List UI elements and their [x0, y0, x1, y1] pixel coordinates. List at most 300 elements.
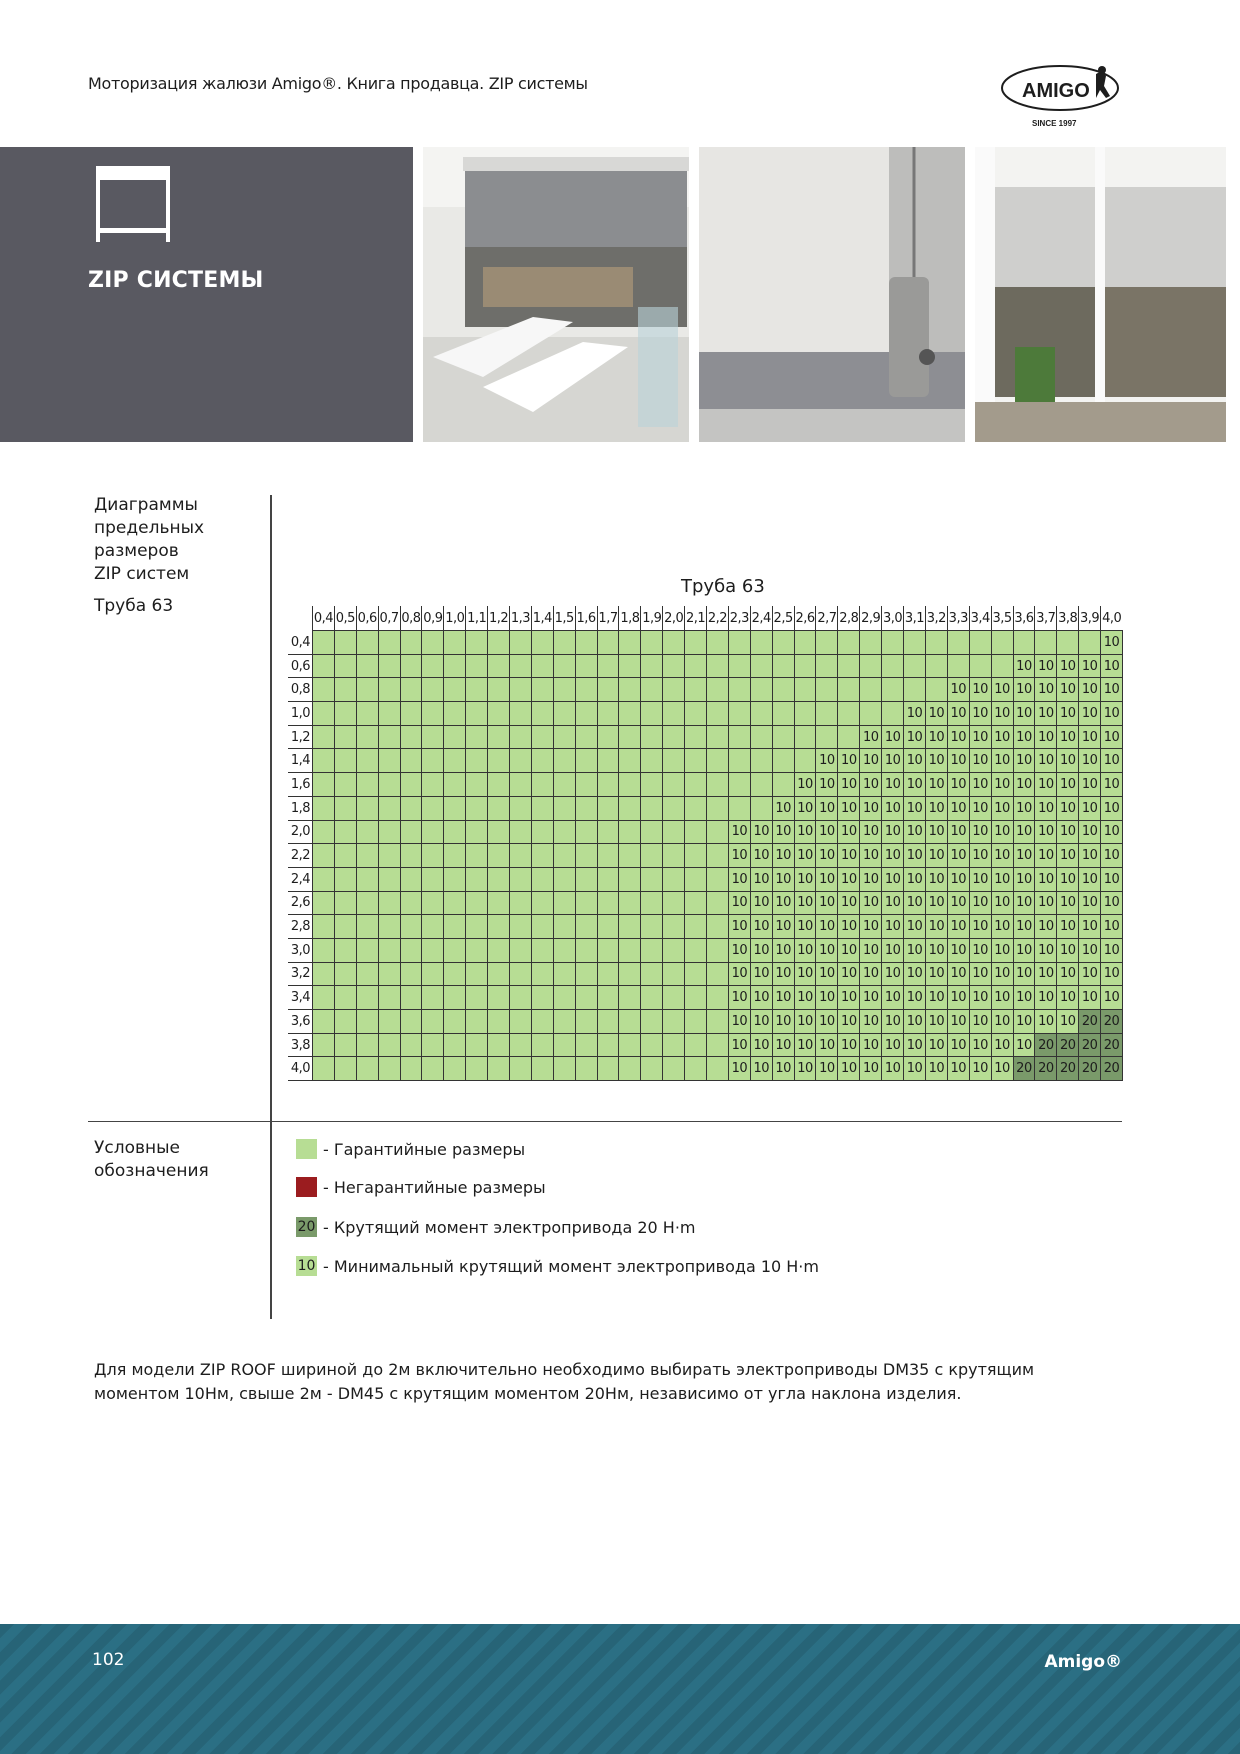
- table-cell: 10: [794, 1057, 816, 1081]
- table-cell: [356, 1057, 378, 1081]
- table-cell: [619, 725, 641, 749]
- table-cell: 10: [816, 773, 838, 797]
- table-cell: 10: [991, 773, 1013, 797]
- table-cell: [947, 654, 969, 678]
- table-cell: [444, 773, 466, 797]
- table-cell: [488, 938, 510, 962]
- column-header: 2,7: [816, 606, 838, 631]
- table-cell: [553, 1033, 575, 1057]
- table-cell: [313, 938, 335, 962]
- table-cell: 10: [838, 1057, 860, 1081]
- table-cell: [531, 702, 553, 726]
- table-cell: [510, 725, 532, 749]
- table-cell: 10: [728, 938, 750, 962]
- table-cell: [466, 1010, 488, 1034]
- table-cell: [313, 725, 335, 749]
- table-row: [288, 844, 1122, 868]
- table-cell: [707, 1033, 729, 1057]
- table-cell: [619, 1033, 641, 1057]
- table-cell: [728, 796, 750, 820]
- legend-text: - Минимальный крутящий момент электропривода 10 Н·m: [323, 1256, 819, 1276]
- table-cell: 10: [816, 1033, 838, 1057]
- row-header: 3,4: [288, 986, 313, 1010]
- table-cell: 10: [1101, 678, 1123, 702]
- table-cell: [444, 654, 466, 678]
- column-header: 1,1: [466, 606, 488, 631]
- table-cell: [422, 773, 444, 797]
- table-cell: [510, 867, 532, 891]
- table-cell: [685, 820, 707, 844]
- column-header: 1,0: [444, 606, 466, 631]
- column-header: 1,3: [510, 606, 532, 631]
- table-cell: [772, 725, 794, 749]
- table-cell: 10: [794, 820, 816, 844]
- legend-text: - Гарантийные размеры: [323, 1139, 526, 1159]
- table-cell: 10: [925, 773, 947, 797]
- table-cell: [531, 891, 553, 915]
- table-cell: 10: [882, 986, 904, 1010]
- table-cell: [597, 702, 619, 726]
- table-cell: [750, 702, 772, 726]
- table-cell: 10: [838, 1010, 860, 1034]
- table-cell: [334, 938, 356, 962]
- table-cell: [488, 1010, 510, 1034]
- table-cell: [378, 702, 400, 726]
- table-cell: [378, 915, 400, 939]
- table-cell: [422, 844, 444, 868]
- table-cell: 10: [750, 1057, 772, 1081]
- table-cell: [641, 796, 663, 820]
- table-cell: 10: [969, 867, 991, 891]
- table-cell: [663, 820, 685, 844]
- table-cell: 10: [1079, 678, 1101, 702]
- table-cell: 10: [1013, 962, 1035, 986]
- table-cell: [400, 844, 422, 868]
- table-cell: [575, 820, 597, 844]
- table-cell: 10: [1079, 702, 1101, 726]
- table-cell: 10: [1035, 867, 1057, 891]
- table-cell: [378, 986, 400, 1010]
- table-cell: 10: [882, 915, 904, 939]
- horizontal-divider: [88, 1121, 1122, 1122]
- row-header: 3,0: [288, 938, 313, 962]
- table-cell: [313, 678, 335, 702]
- table-cell: [750, 725, 772, 749]
- table-cell: 20: [1035, 1057, 1057, 1081]
- table-cell: 10: [925, 915, 947, 939]
- table-cell: [488, 867, 510, 891]
- table-cell: 20: [1101, 1033, 1123, 1057]
- table-cell: 10: [1057, 1010, 1079, 1034]
- footer-brand: Amigo®: [1044, 1652, 1122, 1672]
- table-cell: 10: [969, 749, 991, 773]
- table-cell: 10: [1035, 654, 1057, 678]
- table-cell: [685, 962, 707, 986]
- table-cell: 10: [1035, 891, 1057, 915]
- table-cell: [553, 631, 575, 655]
- table-cell: [663, 1033, 685, 1057]
- table-cell: [707, 631, 729, 655]
- table-cell: 10: [1013, 725, 1035, 749]
- table-cell: 10: [925, 986, 947, 1010]
- table-cell: 10: [794, 986, 816, 1010]
- table-cell: [488, 844, 510, 868]
- table-cell: [641, 678, 663, 702]
- table-cell: [488, 962, 510, 986]
- table-cell: [707, 962, 729, 986]
- legend-item-torque-20: [296, 1217, 696, 1237]
- table-cell: 10: [838, 820, 860, 844]
- table-cell: [947, 631, 969, 655]
- table-cell: 10: [1035, 844, 1057, 868]
- table-cell: 10: [1057, 938, 1079, 962]
- table-cell: [444, 986, 466, 1010]
- table-cell: [334, 867, 356, 891]
- table-cell: [575, 938, 597, 962]
- table-cell: [597, 867, 619, 891]
- column-header: 0,7: [378, 606, 400, 631]
- table-cell: 10: [728, 986, 750, 1010]
- table-cell: 10: [772, 867, 794, 891]
- row-header: 2,8: [288, 915, 313, 939]
- table-cell: 10: [904, 1010, 926, 1034]
- table-cell: 10: [860, 725, 882, 749]
- table-cell: 10: [904, 1057, 926, 1081]
- table-cell: [838, 678, 860, 702]
- table-cell: 10: [728, 820, 750, 844]
- table-cell: [794, 749, 816, 773]
- table-cell: 10: [1013, 654, 1035, 678]
- legend-label-line: обозначения: [94, 1161, 209, 1181]
- section-band: [0, 147, 413, 442]
- table-cell: 10: [816, 820, 838, 844]
- table-cell: [794, 631, 816, 655]
- table-cell: [422, 631, 444, 655]
- table-cell: 10: [904, 867, 926, 891]
- table-cell: 10: [947, 844, 969, 868]
- column-header: 1,7: [597, 606, 619, 631]
- table-cell: [597, 820, 619, 844]
- table-cell: [531, 1033, 553, 1057]
- table-cell: 10: [991, 820, 1013, 844]
- table-cell: [553, 986, 575, 1010]
- table-cell: [860, 678, 882, 702]
- table-cell: 10: [1057, 678, 1079, 702]
- table-cell: 10: [860, 986, 882, 1010]
- table-cell: 10: [991, 986, 1013, 1010]
- table-cell: 10: [728, 1057, 750, 1081]
- table-cell: 10: [969, 986, 991, 1010]
- table-cell: [422, 1057, 444, 1081]
- table-cell: 10: [1035, 986, 1057, 1010]
- table-cell: [466, 891, 488, 915]
- table-cell: [641, 1010, 663, 1034]
- table-cell: [685, 654, 707, 678]
- table-cell: 10: [882, 844, 904, 868]
- table-cell: [619, 654, 641, 678]
- table-cell: 10: [1079, 796, 1101, 820]
- row-header: 1,8: [288, 796, 313, 820]
- table-cell: [334, 962, 356, 986]
- table-cell: [685, 773, 707, 797]
- table-cell: 10: [838, 867, 860, 891]
- table-cell: 10: [1101, 915, 1123, 939]
- table-cell: [663, 891, 685, 915]
- table-cell: [334, 678, 356, 702]
- table-cell: 10: [1079, 962, 1101, 986]
- table-cell: [707, 773, 729, 797]
- table-cell: 10: [1101, 796, 1123, 820]
- table-cell: 10: [947, 915, 969, 939]
- table-cell: 10: [969, 938, 991, 962]
- table-cell: [378, 820, 400, 844]
- table-row: [288, 986, 1122, 1010]
- table-cell: [510, 1033, 532, 1057]
- table-cell: [860, 631, 882, 655]
- table-cell: [356, 844, 378, 868]
- table-cell: [597, 938, 619, 962]
- table-cell: 10: [969, 702, 991, 726]
- table-cell: [553, 1057, 575, 1081]
- table-cell: [619, 938, 641, 962]
- table-cell: [707, 1010, 729, 1034]
- table-cell: 10: [925, 749, 947, 773]
- table-cell: [575, 725, 597, 749]
- legend-label-line: Условные: [94, 1138, 180, 1158]
- table-cell: 10: [816, 986, 838, 1010]
- table-cell: [378, 1033, 400, 1057]
- table-cell: [728, 749, 750, 773]
- table-cell: [334, 986, 356, 1010]
- table-cell: 10: [860, 844, 882, 868]
- table-cell: [641, 725, 663, 749]
- table-cell: [772, 773, 794, 797]
- table-cell: [641, 749, 663, 773]
- table-cell: [575, 1010, 597, 1034]
- table-cell: [531, 867, 553, 891]
- table-cell: 10: [925, 1010, 947, 1034]
- table-cell: 10: [1101, 820, 1123, 844]
- table-cell: [904, 678, 926, 702]
- table-row: [288, 962, 1122, 986]
- table-cell: [313, 986, 335, 1010]
- table-cell: [707, 891, 729, 915]
- table-cell: [663, 1010, 685, 1034]
- row-header: 3,6: [288, 1010, 313, 1034]
- table-cell: [466, 796, 488, 820]
- table-cell: 10: [794, 938, 816, 962]
- amigo-logo: [1000, 58, 1124, 132]
- table-cell: [597, 986, 619, 1010]
- footer-band: [0, 1624, 1240, 1754]
- table-cell: 10: [1013, 844, 1035, 868]
- table-cell: 10: [838, 1033, 860, 1057]
- table-cell: 10: [860, 749, 882, 773]
- row-header: 2,2: [288, 844, 313, 868]
- table-cell: 10: [925, 725, 947, 749]
- table-cell: 10: [1101, 773, 1123, 797]
- table-cell: 10: [969, 773, 991, 797]
- table-cell: 10: [1013, 749, 1035, 773]
- column-header: 0,4: [313, 606, 335, 631]
- table-cell: [466, 938, 488, 962]
- table-cell: [356, 962, 378, 986]
- table-cell: [400, 962, 422, 986]
- table-cell: [597, 891, 619, 915]
- table-cell: [685, 844, 707, 868]
- table-cell: [466, 1033, 488, 1057]
- table-cell: [663, 749, 685, 773]
- table-cell: [553, 678, 575, 702]
- table-cell: [772, 749, 794, 773]
- table-cell: [488, 915, 510, 939]
- table-cell: [597, 796, 619, 820]
- table-cell: [488, 891, 510, 915]
- table-cell: [575, 986, 597, 1010]
- table-cell: 10: [816, 1057, 838, 1081]
- table-cell: 10: [882, 938, 904, 962]
- zip-screen-icon: [94, 164, 172, 244]
- table-cell: [334, 844, 356, 868]
- table-cell: [685, 702, 707, 726]
- diagrams-label-line: Диаграммы: [94, 495, 198, 515]
- table-row: [288, 749, 1122, 773]
- table-cell: [1035, 631, 1057, 655]
- table-cell: [510, 915, 532, 939]
- table-cell: 10: [772, 796, 794, 820]
- table-cell: 10: [991, 702, 1013, 726]
- row-header: 0,8: [288, 678, 313, 702]
- diagrams-label-line: предельных: [94, 518, 205, 538]
- column-header: 2,5: [772, 606, 794, 631]
- table-cell: [488, 749, 510, 773]
- table-cell: 10: [1013, 867, 1035, 891]
- table-cell: [444, 702, 466, 726]
- table-cell: [663, 702, 685, 726]
- table-cell: [313, 1057, 335, 1081]
- table-cell: [356, 654, 378, 678]
- table-cell: [444, 631, 466, 655]
- table-cell: [356, 773, 378, 797]
- table-cell: 10: [728, 891, 750, 915]
- table-cell: [531, 678, 553, 702]
- table-cell: [728, 678, 750, 702]
- table-cell: 10: [750, 938, 772, 962]
- table-cell: [707, 702, 729, 726]
- table-cell: 10: [1035, 725, 1057, 749]
- table-cell: 10: [1035, 678, 1057, 702]
- table-cell: [356, 1010, 378, 1034]
- table-cell: [334, 773, 356, 797]
- table-cell: 10: [947, 867, 969, 891]
- table-cell: [488, 773, 510, 797]
- svg-text:AMIGO: AMIGO: [1022, 80, 1090, 102]
- column-header: 2,1: [685, 606, 707, 631]
- table-cell: 10: [947, 702, 969, 726]
- table-cell: [488, 796, 510, 820]
- table-cell: 10: [904, 1033, 926, 1057]
- section-title: ZIP СИСТЕМЫ: [88, 268, 264, 293]
- table-cell: 10: [1013, 986, 1035, 1010]
- table-cell: 10: [1101, 867, 1123, 891]
- table-cell: [313, 749, 335, 773]
- table-cell: 10: [1057, 749, 1079, 773]
- table-cell: [816, 678, 838, 702]
- table-cell: [510, 749, 532, 773]
- table-cell: 10: [816, 796, 838, 820]
- table-cell: [356, 678, 378, 702]
- table-cell: [466, 986, 488, 1010]
- legend-item-torque-10: [296, 1256, 819, 1276]
- table-cell: [400, 773, 422, 797]
- table-cell: 10: [969, 915, 991, 939]
- table-cell: 10: [1013, 915, 1035, 939]
- svg-text:SINCE 1997: SINCE 1997: [1032, 119, 1077, 128]
- table-cell: [991, 654, 1013, 678]
- table-cell: 10: [794, 844, 816, 868]
- table-cell: [313, 820, 335, 844]
- table-cell: [444, 891, 466, 915]
- table-cell: 10: [1057, 891, 1079, 915]
- tube-label: Труба 63: [94, 596, 174, 616]
- table-cell: 10: [882, 1010, 904, 1034]
- table-cell: [685, 796, 707, 820]
- row-header: 1,2: [288, 725, 313, 749]
- table-cell: 10: [882, 962, 904, 986]
- table-cell: [466, 749, 488, 773]
- table-cell: [663, 986, 685, 1010]
- column-header: 2,0: [663, 606, 685, 631]
- table-cell: 10: [925, 796, 947, 820]
- table-cell: 10: [772, 820, 794, 844]
- table-cell: [619, 891, 641, 915]
- table-cell: [444, 1057, 466, 1081]
- table-cell: 10: [772, 1057, 794, 1081]
- table-cell: 10: [904, 938, 926, 962]
- table-cell: [466, 678, 488, 702]
- table-cell: [444, 796, 466, 820]
- table-row: [288, 867, 1122, 891]
- table-cell: [575, 1033, 597, 1057]
- table-cell: 10: [969, 1057, 991, 1081]
- table-cell: [444, 1010, 466, 1034]
- table-cell: [510, 891, 532, 915]
- table-cell: [444, 820, 466, 844]
- table-cell: [356, 891, 378, 915]
- table-cell: [466, 867, 488, 891]
- table-cell: [707, 915, 729, 939]
- table-cell: 10: [969, 962, 991, 986]
- row-header: 1,6: [288, 773, 313, 797]
- table-cell: [313, 1033, 335, 1057]
- table-cell: [882, 654, 904, 678]
- table-cell: 10: [969, 1010, 991, 1034]
- table-cell: [313, 654, 335, 678]
- table-cell: [707, 1057, 729, 1081]
- table-cell: [707, 938, 729, 962]
- table-cell: [838, 702, 860, 726]
- table-cell: [553, 749, 575, 773]
- table-cell: 10: [991, 891, 1013, 915]
- table-cell: 10: [969, 1033, 991, 1057]
- table-cell: 10: [947, 891, 969, 915]
- table-cell: 10: [1101, 844, 1123, 868]
- table-cell: [641, 891, 663, 915]
- table-cell: [707, 867, 729, 891]
- table-row: [288, 891, 1122, 915]
- table-cell: 10: [860, 915, 882, 939]
- table-cell: [619, 749, 641, 773]
